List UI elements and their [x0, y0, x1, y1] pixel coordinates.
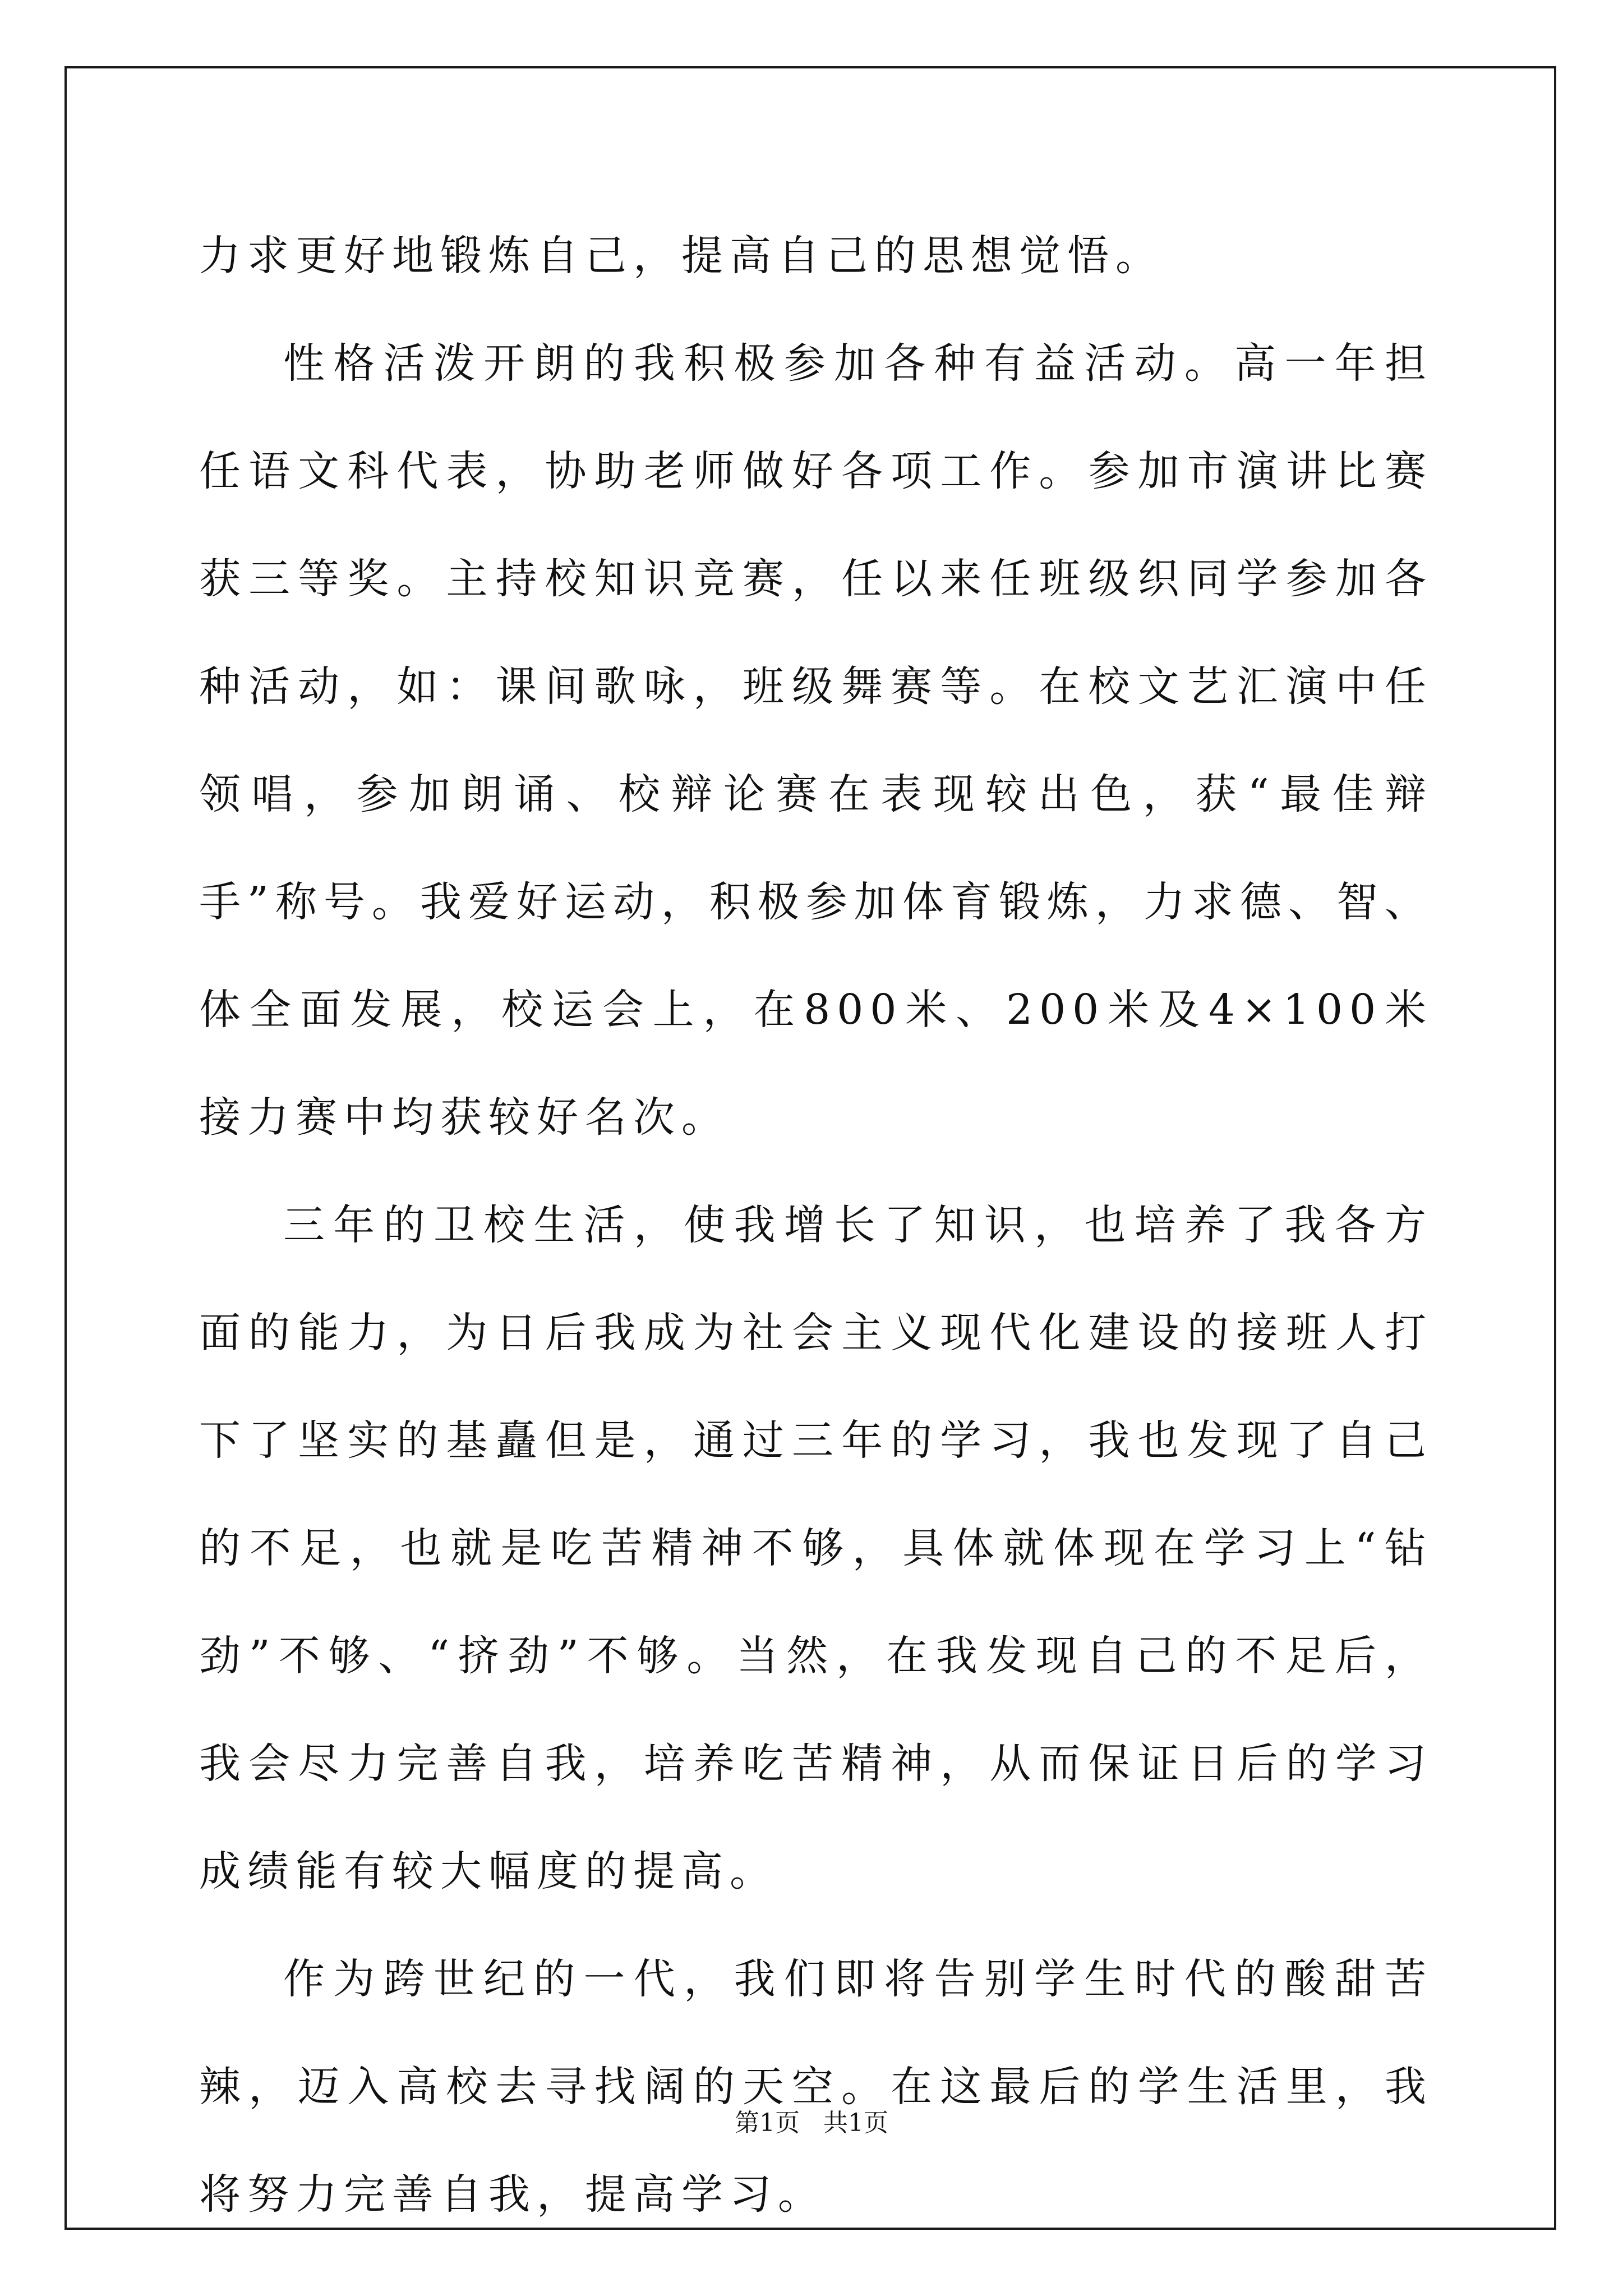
paragraph-4: 作为跨世纪的一代，我们即将告别学生时代的酸甜苦辣，迈入高校去寻找阔的天空。在这最后的学生活里，我将努力完善自我，提高学习。	[199, 1955, 1433, 2219]
paragraph-2: 性格活泼开朗的我积极参加各种有益活动。高一年担任语文科代表，协助老师做好各项工作。参加市演讲比赛获三等奖。主持校知识竞赛，任以来任班级织同学参加各种活动，如：课间歌咏，班级舞赛等。在校文艺汇演中任领唱，参加朗诵、校辩论赛在表现较出色，获“最佳辩手”称号。我爱好运动，积极参加体育锻炼，力求德、智、体全面发展，校运会上，在800米、200米及4×100米接力赛中均获较好名次。	[199, 339, 1433, 1142]
page-number-footer: 第1页 共1页	[735, 2109, 888, 2137]
paragraph-1: 力求更好地锻炼自己，提高自己的思想觉悟。	[199, 232, 1164, 280]
paragraph-3: 三年的卫校生活，使我增长了知识，也培养了我各方面的能力，为日后我成为社会主义现代化建设的接班人打下了坚实的基矗但是，通过三年的学习，我也发现了自己的不足，也就是吃苦精神不够，具体就体现在学习上“钻劲”不够、“挤劲”不够。当然，在我发现自己的不足后，我会尽力完善自我，培养吃苦精神，从而保证日后的学习成绩能有较大幅度的提高。	[199, 1201, 1433, 1895]
document-body	[199, 202, 1433, 2248]
